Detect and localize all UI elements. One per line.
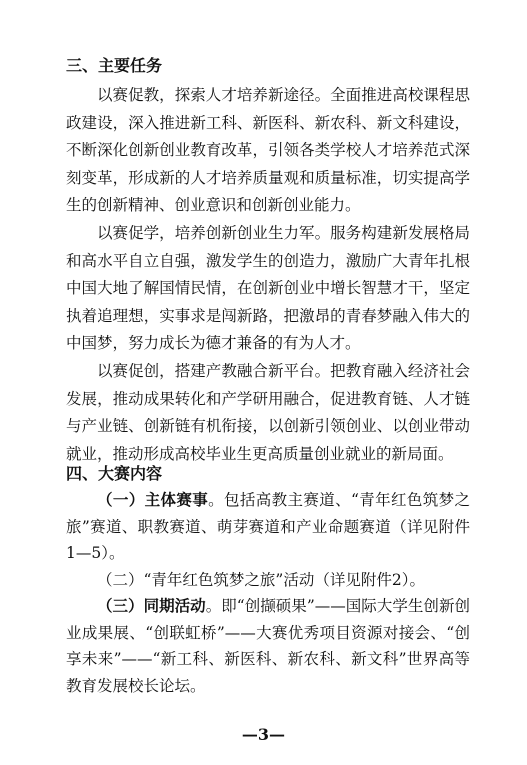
paragraph-innovation: 以赛促创，搭建产教融合新平台。把教育融入经济社会发展，推动成果转化和产学研用融合，促进教育链、人才链与产业链、创新链有机衔接，以创新引领创业、以创业带动就业，推动形成高校毕业生更高质量创业就业的新局面。 <box>66 361 470 463</box>
section-heading-competition-content: 四、大赛内容 <box>66 464 163 483</box>
page-number: —3— <box>241 725 286 744</box>
section-body-main-tasks <box>66 82 470 468</box>
item-red-dream-text: （详见附件2）。 <box>314 570 425 589</box>
paragraph-learning: 以赛促学，培养创新创业生力军。服务构建新发展格局和高水平自立自强，激发学生的创造力，激励广大青年扎根中国大地了解国情民情，在创新创业中增长智慧才干，坚定执着追理想，实事求是闯新路，把激昂的青春梦融入伟大的中国梦，努力成长为德才兼备的有为人才。 <box>66 223 470 353</box>
item-concurrent-lead: （三）同期活动 <box>97 597 206 615</box>
item-main-events-text: 。包括高教主赛道、“青年红色筑梦之旅”赛道、职教赛道、萌芽赛道和产业命题赛道（详见附件1—5）。 <box>66 491 470 562</box>
section-heading-main-tasks: 三、主要任务 <box>66 56 163 75</box>
item-concurrent-text: 。即“创撷硕果”——国际大学生创新创业成果展、“创联虹桥”——大赛优秀项目资源对接会、“创享未来”——“新工科、新医科、新农科、新文科”世界高等教育发展校长论坛。 <box>66 597 470 695</box>
paragraph-teaching: 以赛促教，探索人才培养新途径。全面推进高校课程思政建设，深入推进新工科、新医科、新农科、新文科建设，不断深化创新创业教育改革，引领各类学校人才培养范式深刻变革，形成新的人才培养质量观和质量标准，切实提高学生的创新精神、创业意识和创新创业能力。 <box>66 86 470 215</box>
section-body-competition-content <box>66 487 470 699</box>
item-red-dream-lead: （二）“青年红色筑梦之旅”活动 <box>97 570 315 589</box>
item-main-events-lead: （一）主体赛事 <box>97 491 209 509</box>
item-main-events <box>66 487 470 567</box>
item-red-dream-activity <box>66 567 470 594</box>
item-concurrent-activities <box>66 593 470 699</box>
